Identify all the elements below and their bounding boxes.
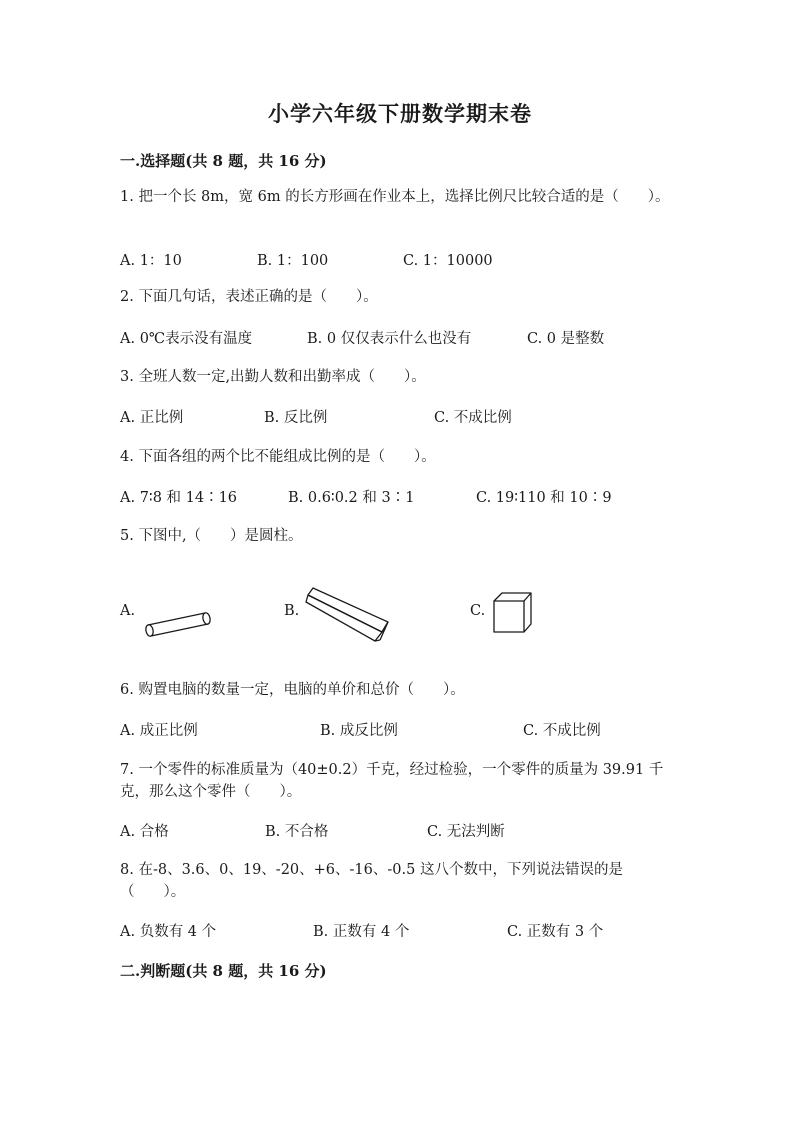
option-b[interactable]: B. 不合格: [265, 824, 329, 840]
option-b[interactable]: B. 0.6∶0.2 和 3∶1: [288, 490, 415, 506]
question-4-options: [120, 486, 680, 508]
question-8-options: [120, 920, 680, 942]
option-a[interactable]: A. 1：10: [120, 253, 182, 269]
question-7-options: [120, 820, 680, 842]
question-6: 6. 购置电脑的数量一定，电脑的单价和总价（ ）。: [120, 682, 465, 698]
section-heading-judgement: 二.判断题(共 8 题，共 16 分): [120, 962, 327, 980]
option-a[interactable]: A. 负数有 4 个: [120, 924, 217, 940]
option-a[interactable]: A. 正比例: [120, 410, 184, 426]
cylinder-figure[interactable]: [144, 603, 214, 639]
option-b[interactable]: B. 0 仅仅表示什么也没有: [307, 331, 472, 347]
question-3: 3. 全班人数一定,出勤人数和出勤率成（ ）。: [120, 369, 426, 385]
page-title: 小学六年级下册数学期末卷: [268, 101, 532, 126]
option-b[interactable]: B.: [284, 603, 300, 619]
question-1: 1. 把一个长 8m，宽 6m 的长方形画在作业本上，选择比例尺比较合适的是（ ）。: [120, 189, 670, 205]
option-a[interactable]: A. 7∶8 和 14∶16: [120, 490, 238, 506]
question-8: 8. 在-8、3.6、0、19、-20、+6、-16、-0.5 这八个数中，下列说法错误的是（ ）。: [120, 862, 623, 900]
option-c[interactable]: C.: [470, 603, 486, 619]
question-5: 5. 下图中,（ ）是圆柱。: [120, 528, 303, 544]
prism-figure[interactable]: [304, 585, 394, 643]
option-c[interactable]: C. 0 是整数: [527, 331, 605, 347]
question-7: 7. 一个零件的标准质量为（40±0.2）千克，经过检验，一个零件的质量为 39.91 千克，那么这个零件（ ）。: [120, 762, 664, 800]
option-c[interactable]: C. 19∶110 和 10∶9: [476, 490, 612, 506]
question-5-figures: [120, 585, 680, 645]
question-6-options: [120, 719, 680, 741]
option-a[interactable]: A. 0℃表示没有温度: [120, 331, 253, 347]
option-b[interactable]: B. 1：100: [257, 253, 329, 269]
option-c[interactable]: C. 1：10000: [403, 253, 493, 269]
option-b[interactable]: B. 成反比例: [320, 723, 398, 739]
question-1-options: [120, 249, 680, 271]
question-3-options: [120, 406, 680, 428]
section-heading-choice: 一.选择题(共 8 题，共 16 分): [120, 152, 327, 170]
option-a[interactable]: A.: [120, 603, 136, 619]
option-b[interactable]: B. 正数有 4 个: [313, 924, 410, 940]
option-a[interactable]: A. 成正比例: [120, 723, 198, 739]
option-c[interactable]: C. 不成比例: [523, 723, 601, 739]
question-2: 2. 下面几句话，表述正确的是（ ）。: [120, 289, 378, 305]
question-2-options: [120, 327, 680, 349]
question-4: 4. 下面各组的两个比不能组成比例的是（ ）。: [120, 449, 436, 465]
option-c[interactable]: C. 正数有 3 个: [507, 924, 604, 940]
cube-figure[interactable]: [492, 591, 534, 635]
option-c[interactable]: C. 不成比例: [434, 410, 512, 426]
option-b[interactable]: B. 反比例: [264, 410, 328, 426]
option-a[interactable]: A. 合格: [120, 824, 169, 840]
option-c[interactable]: C. 无法判断: [427, 824, 505, 840]
